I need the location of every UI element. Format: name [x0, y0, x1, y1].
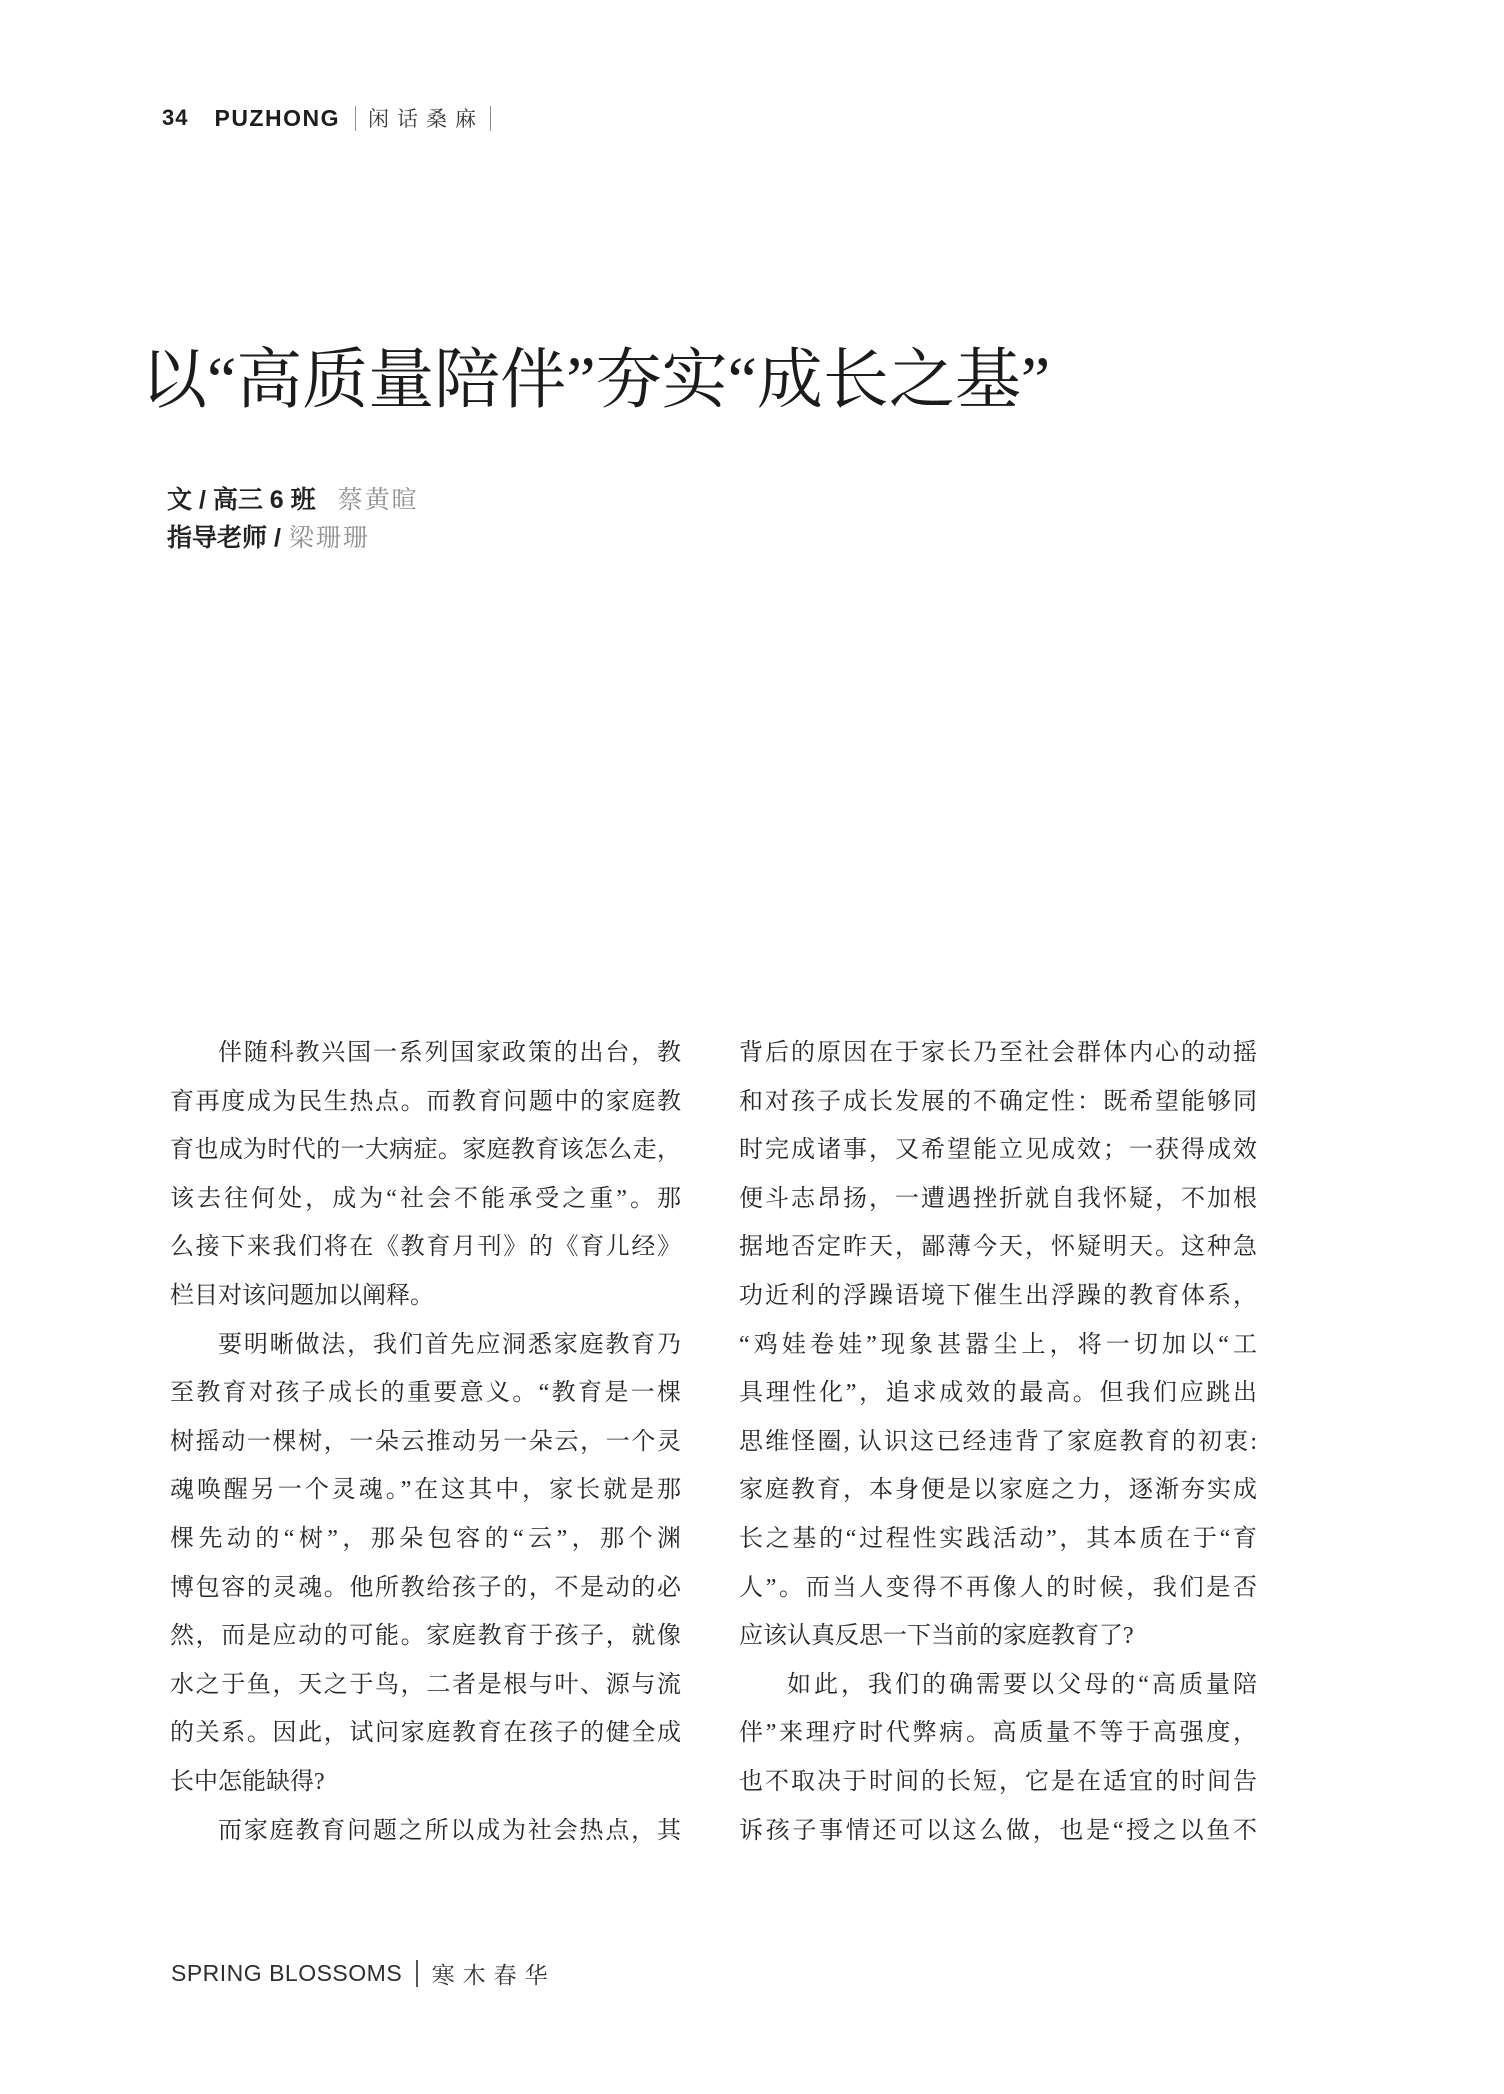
- magazine-name: PUZHONG: [214, 104, 340, 131]
- text-line: 据地否定昨天，鄙薄今天，怀疑明天。这种急: [739, 1234, 1257, 1261]
- text-line: 育也成为时代的一大病症。家庭教育该怎么走，: [170, 1137, 681, 1164]
- text-line: 树摇动一棵树，一朵云推动另一朵云，一个灵: [170, 1428, 681, 1455]
- text-line: 诉孩子事情还可以这么做，也是“授之以鱼不: [739, 1817, 1257, 1844]
- text-line: 然，而是应动的可能。家庭教育于孩子，就像: [170, 1623, 681, 1650]
- page-number: 34: [162, 105, 189, 130]
- text-line: 该去往何处，成为“社会不能承受之重”。那: [170, 1185, 681, 1212]
- text-line: 功近利的浮躁语境下催生出浮躁的教育体系，: [739, 1282, 1257, 1309]
- advisor-label: 指导老师 /: [167, 524, 281, 552]
- byline: [167, 481, 419, 557]
- body-column-left: [170, 1029, 681, 1855]
- text-line: 至教育对孩子成长的重要意义。“教育是一棵: [170, 1380, 681, 1407]
- text-line: 如此，我们的确需要以父母的“高质量陪: [787, 1671, 1257, 1698]
- text-line: 也不取决于时间的长短，它是在适宜的时间告: [739, 1768, 1257, 1795]
- page-header: [162, 103, 491, 133]
- text-line: “鸡娃卷娃”现象甚嚣尘上，将一切加以“工: [739, 1331, 1257, 1358]
- advisor-name: 梁珊珊: [288, 524, 370, 552]
- author-name: 蔡黄暄: [337, 486, 419, 514]
- text-line: 人”。而当人变得不再像人的时候，我们是否: [739, 1574, 1257, 1601]
- text-line: 栏目对该问题加以阐释。: [170, 1282, 434, 1309]
- text-line: 背后的原因在于家长乃至社会群体内心的动摇: [739, 1040, 1257, 1066]
- text-line: 育再度成为民生热点。而教育问题中的家庭教: [170, 1088, 681, 1115]
- text-line: 要明晰做法，我们首先应洞悉家庭教育乃: [218, 1331, 681, 1358]
- text-line: 时完成诸事，又希望能立见成效；一获得成效: [739, 1137, 1257, 1164]
- text-line: 家庭教育，本身便是以家庭之力，逐渐夯实成: [739, 1477, 1257, 1504]
- body-column-right: [739, 1029, 1257, 1855]
- text-line: 棵先动的“树”，那朵包容的“云”，那个渊: [170, 1525, 681, 1552]
- page-footer: [171, 1957, 556, 1990]
- text-line: 而家庭教育问题之所以成为社会热点，其: [218, 1817, 681, 1844]
- byline-label: 文 / 高三 6 班: [167, 486, 316, 514]
- article-title: 以“高质量陪伴”夯实“成长之基”: [141, 344, 1051, 417]
- byline-advisor-row: [167, 519, 419, 557]
- text-line: 博包容的灵魂。他所教给孩子的，不是动的必: [170, 1574, 681, 1601]
- section-title: 闲话桑麻: [367, 108, 484, 131]
- text-line: 么接下来我们将在《教育月刊》的《育儿经》: [170, 1234, 681, 1261]
- text-line: 应该认真反思一下当前的家庭教育了?: [739, 1623, 1134, 1650]
- text-line: 和对孩子成长发展的不确定性：既希望能够同: [739, 1088, 1257, 1115]
- footer-chinese-title: 寒木春华: [431, 1962, 556, 1988]
- text-line: 便斗志昂扬，一遭遇挫折就自我怀疑，不加根: [739, 1185, 1257, 1212]
- text-line: 长中怎能缺得?: [170, 1768, 325, 1795]
- text-line: 思维怪圈, 认识这已经违背了家庭教育的初衷:: [739, 1428, 1257, 1455]
- text-line: 水之于鱼，天之于鸟，二者是根与叶、源与流: [170, 1671, 681, 1698]
- byline-author-row: [167, 481, 419, 519]
- divider-bar: [416, 1960, 418, 1987]
- text-line: 魂唤醒另一个灵魂。”在这其中，家长就是那: [170, 1477, 681, 1504]
- text-line: 的关系。因此，试问家庭教育在孩子的健全成: [170, 1720, 681, 1747]
- divider-bar: [490, 106, 491, 131]
- footer-english-title: SPRING BLOSSOMS: [171, 1960, 403, 1986]
- text-line: 伴随科教兴国一系列国家政策的出台，教: [218, 1040, 681, 1066]
- text-line: 具理性化”，追求成效的最高。但我们应跳出: [739, 1380, 1257, 1407]
- divider-bar: [355, 106, 356, 131]
- text-line: 长之基的“过程性实践活动”，其本质在于“育: [739, 1525, 1257, 1552]
- text-line: 伴”来理疗时代弊病。高质量不等于高强度，: [739, 1720, 1257, 1747]
